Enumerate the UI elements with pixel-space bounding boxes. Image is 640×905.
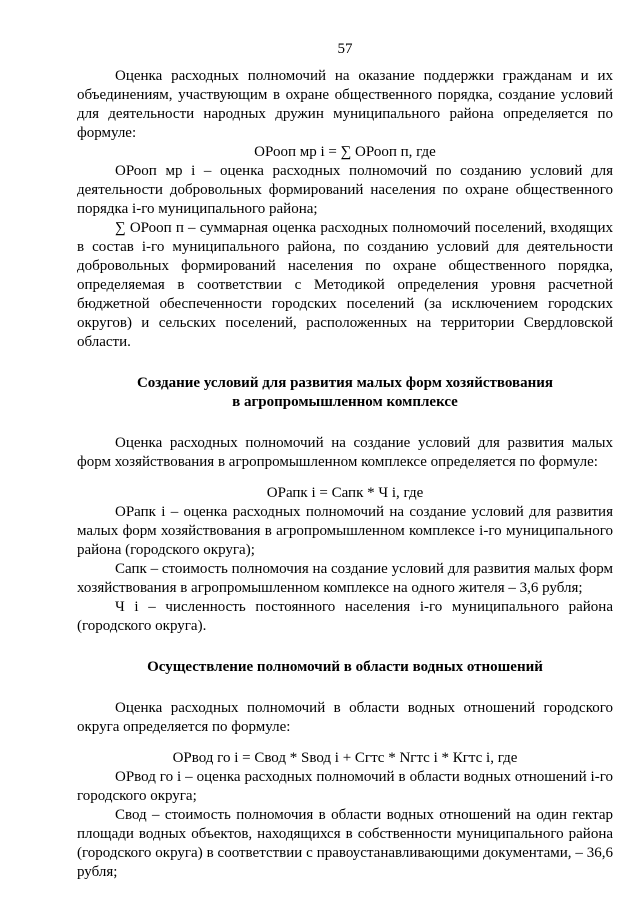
sec3-def2: Свод – стоимость полномочия в области водных отношений на один гектар площади водных объектов, находящихся в собственности муниципального района (городского округа) в соответствии с правоустанавливающими документами, – 36,6 рубля; (77, 807, 613, 880)
sec3-def1: ОРвод го i – оценка расходных полномочий в области водных отношений i-го городского округа; (77, 769, 613, 804)
sec1-intro: Оценка расходных полномочий на оказание поддержки гражданам и их объединениям, участвующим в охране общественного порядка, создание условий для деятельности народных дружин муниципального района определяется по формуле: (77, 68, 613, 141)
sec2-heading (77, 374, 613, 412)
sec3-formula: ОРвод го i = Свод * Sвод i + Сгтс * Nгтс i * Кгтс i, где (172, 750, 518, 766)
sec2-def1: ОРапк i – оценка расходных полномочий на создание условий для развития малых форм хозяйствования в агропромышленном комплексе i-го муниципального района (городского округа); (77, 504, 613, 558)
sec3-intro: Оценка расходных полномочий в области водных отношений городского округа определяется по формуле: (77, 700, 613, 735)
sec2-intro: Оценка расходных полномочий на создание условий для развития малых форм хозяйствования в агропромышленном комплексе определяется по формуле: (77, 435, 613, 470)
sec1-formula: ОРооп мр i = ∑ ОРооп п, где (254, 144, 436, 160)
sec1-def2: ∑ ОРооп п – суммарная оценка расходных полномочий поселений, входящих в состав i-го муниципального района, по созданию условий для деятельности добровольных формирований населения по охране общественного порядка, определяемая в соответствии с Методикой определения уровня расчетной бюджетной обеспеченности городских поселений (за исключением городских округов) и сельских поселений, расположенных на территории Свердловской области. (77, 220, 613, 350)
sec3-heading: Осуществление полномочий в области водных отношений (147, 659, 543, 675)
sec2-formula: ОРапк i = Сапк * Ч i, где (266, 485, 424, 501)
page-number: 57 (337, 41, 353, 57)
sec1-def1: ОРооп мр i – оценка расходных полномочий по созданию условий для деятельности добровольных формирований населения по охране общественного порядка i-го муниципального района; (77, 163, 613, 217)
sec2-heading-line2: в агропромышленном комплексе (232, 394, 458, 410)
sec2-def2: Сапк – стоимость полномочия на создание условий для развития малых форм хозяйствования в агропромышленном комплексе на одного жителя – 3,6 рубля; (77, 561, 613, 596)
sec2-def3: Ч i – численность постоянного населения i-го муниципального района (городского округа). (77, 599, 613, 634)
sec2-heading-line1: Создание условий для развития малых форм хозяйствования (136, 375, 554, 391)
document-page (77, 40, 613, 882)
